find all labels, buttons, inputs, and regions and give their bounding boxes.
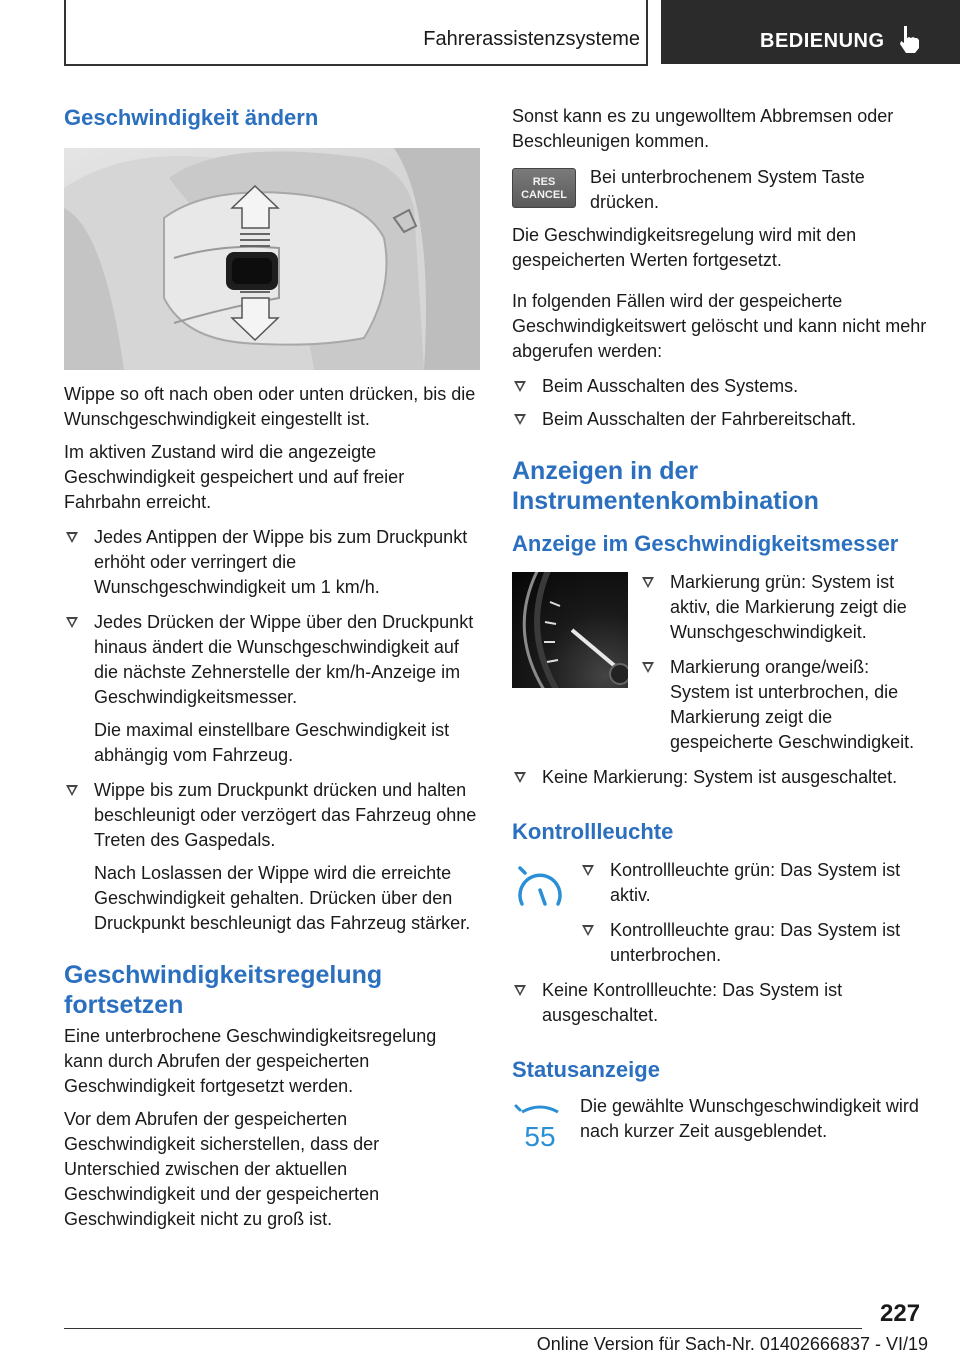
bullet-triangle-icon xyxy=(66,617,78,628)
right-column xyxy=(512,100,930,1156)
header-section-title: Fahrerassistenzsysteme xyxy=(423,28,640,50)
desired-speed-status-icon xyxy=(512,1096,568,1156)
paragraph-continue-2: Vor dem Abrufen der gespeicherten Geschwindigkeit sicherstellen, dass der Unterschied zwischen der aktuellen Geschwindigkeit und der gespeicherten Geschwindigkeit nicht zu groß ist. xyxy=(64,1109,380,1229)
paragraph-continue-1: Eine unterbrochene Geschwindigkeitsregelung kann durch Abrufen der gespeicherten Geschwindigkeit fortgesetzt werden. xyxy=(64,1026,437,1096)
header-rule xyxy=(64,64,646,66)
bullet-triangle-icon xyxy=(66,532,78,543)
cruise-control-indicator-icon xyxy=(512,860,568,920)
steering-wheel-illustration xyxy=(64,148,480,370)
header-right-line xyxy=(646,0,648,66)
heading-indicator-light: Kontrollleuchte xyxy=(512,819,674,844)
bullet-triangle-icon xyxy=(66,785,78,796)
res-cancel-row xyxy=(512,168,930,215)
list-item: Markierung grün: System ist aktiv, die Markierung zeigt die Wunschgeschwindigkeit. xyxy=(640,570,930,645)
heading-instrument-cluster: Anzeigen in der Instrumentenkombination xyxy=(512,457,819,515)
paragraph-resumed: Die Geschwindigkeitsregelung wird mit den gespeicherten Werten fortgesetzt. xyxy=(512,225,857,270)
bullet-note-release: Nach Loslassen der Wippe wird die erreichte Geschwindigkeit gehalten. Drücken über den Druckpunkt beschleunigt das Fahrzeug stärker. xyxy=(94,863,471,933)
res-cancel-button-icon: RES CANCEL xyxy=(512,168,576,208)
speedometer-photo xyxy=(512,572,628,688)
bullet-triangle-icon xyxy=(642,662,654,673)
indicator-row xyxy=(512,860,930,968)
bullet-triangle-icon xyxy=(514,985,526,996)
paragraph-value-deleted: In folgenden Fällen wird der gespeicherte Geschwindigkeitswert gelöscht und kann nicht mehr abgerufen werden: xyxy=(512,291,927,361)
speedometer-row xyxy=(512,572,930,755)
heading-continue-speed-control: Geschwindigkeitsregelung fortsetzen xyxy=(64,961,383,1019)
list-item: Jedes Drücken der Wippe über den Druckpunkt hinaus ändert die Wunschgeschwindigkeit auf die nächste Zehnerstelle der km/h-Anzeige im Geschwindigkeitsmesser. xyxy=(64,610,480,710)
paragraph-status: Die gewählte Wunschgeschwindigkeit wird nach kurzer Zeit ausgeblendet. xyxy=(580,1096,919,1141)
bullet-triangle-icon xyxy=(514,414,526,425)
heading-speedometer: Anzeige im Geschwindigkeitsmesser xyxy=(512,531,899,556)
left-column xyxy=(64,100,480,1232)
list-item: Jedes Antippen der Wippe bis zum Druckpunkt erhöht oder verringert die Wunschgeschwindigkeit um 1 km/h. xyxy=(64,525,480,600)
speedometer-bullets xyxy=(640,572,930,755)
speedometer-illustration xyxy=(512,572,628,688)
heading-change-speed: Geschwindigkeit ändern xyxy=(64,105,319,130)
paragraph-press-button: Bei unterbrochenem System Taste drücken. xyxy=(590,167,865,212)
svg-text:55: 55 xyxy=(524,1121,556,1152)
bullet-triangle-icon xyxy=(514,772,526,783)
list-item: Wippe bis zum Druckpunkt drücken und halten beschleunigt oder verzögert das Fahrzeug ohne Treten des Gaspedals. xyxy=(64,778,480,853)
list-item: Beim Ausschalten des Systems. xyxy=(512,374,930,399)
paragraph-rocker: Wippe so oft nach oben oder unten drücken, bis die Wunschgeschwindigkeit eingestellt ist. xyxy=(64,384,476,429)
paragraph-otherwise: Sonst kann es zu ungewolltem Abbremsen oder Beschleunigen kommen. xyxy=(512,106,894,151)
pointing-hand-icon xyxy=(895,24,923,54)
indicator-bullets xyxy=(580,860,920,968)
heading-status-display: Statusanzeige xyxy=(512,1057,660,1082)
list-item: Keine Kontrollleuchte: Das System ist ausgeschaltet. xyxy=(512,978,930,1028)
list-item: Kontrollleuchte grau: Das System ist unterbrochen. xyxy=(580,918,920,968)
bullet-triangle-icon xyxy=(514,381,526,392)
bullet-note-max-speed: Die maximal einstellbare Geschwindigkeit ist abhängig vom Fahrzeug. xyxy=(94,720,450,765)
steering-wheel-rocker-photo xyxy=(64,148,480,370)
bullet-triangle-icon xyxy=(582,865,594,876)
paragraph-active-state: Im aktiven Zustand wird die angezeigte Geschwindigkeit gespeichert und auf freier Fahrbahn erreicht. xyxy=(64,442,405,512)
footer-online-version: Online Version für Sach-Nr. 01402666837 - VI/19 xyxy=(536,1334,928,1354)
list-item: Keine Markierung: System ist ausgeschaltet. xyxy=(512,765,930,790)
bullet-triangle-icon xyxy=(642,577,654,588)
footer-rule xyxy=(64,1328,862,1329)
list-item: Kontrollleuchte grün: Das System ist aktiv. xyxy=(580,858,920,908)
header-chapter-label[interactable]: BEDIENUNG xyxy=(760,30,885,52)
status-row xyxy=(512,1096,930,1156)
list-item: Markierung orange/weiß: System ist unterbrochen, die Markierung zeigt die gespeicherte Geschwindigkeit. xyxy=(640,655,930,755)
list-item: Beim Ausschalten der Fahrbereitschaft. xyxy=(512,407,930,432)
bullet-triangle-icon xyxy=(582,925,594,936)
page-number: 227 xyxy=(880,1300,921,1327)
